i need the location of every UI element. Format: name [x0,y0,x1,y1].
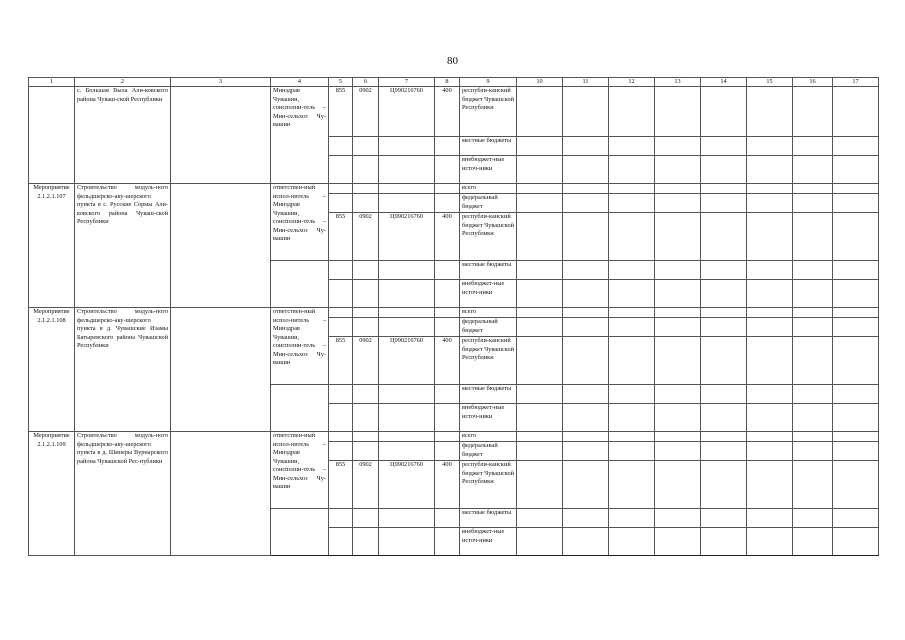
empty-cell [353,184,379,194]
empty-cell [563,461,609,509]
empty-cell [793,432,833,442]
empty-cell [435,184,460,194]
funding-source-cell: внебюджет-ные источ-ники [460,404,517,432]
empty-cell [701,87,747,137]
expense-code-cell: 400 [435,337,460,385]
empty-cell [833,137,879,156]
empty-cell [353,156,379,184]
empty-cell [701,308,747,318]
empty-cell [793,337,833,385]
empty-cell [329,385,353,404]
program-table [28,77,879,556]
empty-cell [609,213,655,261]
empty-cell [329,308,353,318]
empty-cell [701,261,747,280]
empty-cell [329,137,353,156]
funding-source-cell: республи-канский бюджет Чувашской Республики [460,213,517,261]
empty-cell [701,184,747,194]
empty-cell [271,509,329,528]
column-header: 11 [563,78,609,87]
empty-cell [609,442,655,461]
empty-cell [435,385,460,404]
empty-cell [353,528,379,556]
gov-code-cell: 855 [329,337,353,385]
funding-source-cell: внебюджет-ные источ-ники [460,156,517,184]
empty-cell [747,442,793,461]
empty-cell [353,509,379,528]
empty-cell [609,337,655,385]
empty-cell [833,404,879,432]
empty-cell [329,404,353,432]
empty-cell [609,87,655,137]
empty-cell [655,385,701,404]
empty-cell [609,194,655,213]
measure-cell: Мероприятие 2.1.2.1.108 [29,308,75,432]
empty-cell [353,318,379,337]
empty-cell [435,280,460,308]
empty-cell [517,528,563,556]
empty-cell [793,442,833,461]
empty-cell [435,261,460,280]
empty-cell [517,442,563,461]
empty-cell [353,280,379,308]
description-cell: Строительство модуль-ного фельдшерско-аку-шерского пункта в с. Русские Сормы Али-ковского района Чуваш-ской Республики [75,184,171,308]
empty-cell [563,442,609,461]
funding-source-cell: республи-канский бюджет Чувашской Республики [460,87,517,137]
empty-cell [701,280,747,308]
empty-cell [793,280,833,308]
empty-cell [435,432,460,442]
empty-cell [517,318,563,337]
empty-cell [435,194,460,213]
funding-source-cell: местные бюджеты [460,261,517,280]
funding-source-cell: местные бюджеты [460,509,517,528]
empty-cell [701,509,747,528]
empty-cell [271,404,329,432]
empty-cell [833,318,879,337]
empty-cell [833,194,879,213]
empty-cell [833,280,879,308]
empty-cell [329,442,353,461]
funding-source-cell: республи-канский бюджет Чувашской Республики [460,461,517,509]
funding-source-cell: внебюджет-ные источ-ники [460,528,517,556]
empty-cell [833,184,879,194]
empty-cell [329,156,353,184]
empty-cell [171,308,271,432]
empty-cell [563,509,609,528]
empty-cell [435,404,460,432]
empty-cell [793,404,833,432]
empty-cell [353,261,379,280]
empty-cell [353,442,379,461]
funding-source-cell: всего [460,184,517,194]
section-code-cell: 0902 [353,87,379,137]
funding-source-cell: местные бюджеты [460,137,517,156]
column-header: 2 [75,78,171,87]
expense-code-cell: 400 [435,87,460,137]
empty-cell [747,308,793,318]
section-code-cell: 0902 [353,213,379,261]
column-header: 12 [609,78,655,87]
empty-cell [329,261,353,280]
empty-cell [793,261,833,280]
empty-cell [379,184,435,194]
empty-cell [793,385,833,404]
empty-cell [609,509,655,528]
empty-cell [793,156,833,184]
empty-cell [747,213,793,261]
column-header: 8 [435,78,460,87]
empty-cell [517,261,563,280]
measure-cell: Мероприятие 2.1.2.1.107 [29,184,75,308]
empty-cell [435,308,460,318]
empty-cell [379,509,435,528]
measure-cell [29,87,75,184]
empty-cell [747,509,793,528]
empty-cell [793,318,833,337]
empty-cell [563,194,609,213]
empty-cell [747,137,793,156]
empty-cell [563,184,609,194]
empty-cell [747,280,793,308]
empty-cell [329,528,353,556]
empty-cell [701,137,747,156]
executor-cell: ответствен-ный испол-нитель – Минздрав Чувашии, соисполни-тель – Мин-сельхоз Чу-вашии [271,308,329,385]
empty-cell [701,528,747,556]
empty-cell [517,404,563,432]
empty-cell [655,280,701,308]
empty-cell [609,308,655,318]
page-number: 80 [447,55,458,67]
empty-cell [655,461,701,509]
empty-cell [329,184,353,194]
empty-cell [655,528,701,556]
empty-cell [379,261,435,280]
empty-cell [833,156,879,184]
empty-cell [833,261,879,280]
empty-cell [833,509,879,528]
empty-cell [517,194,563,213]
empty-cell [563,213,609,261]
empty-cell [655,137,701,156]
expense-code-cell: 400 [435,213,460,261]
empty-cell [793,509,833,528]
empty-cell [655,308,701,318]
empty-cell [563,87,609,137]
column-header: 17 [833,78,879,87]
empty-cell [747,261,793,280]
gov-code-cell: 855 [329,87,353,137]
empty-cell [793,308,833,318]
expense-code-cell: 400 [435,461,460,509]
empty-cell [655,184,701,194]
empty-cell [517,461,563,509]
empty-cell [517,308,563,318]
empty-cell [517,385,563,404]
funding-source-cell: местные бюджеты [460,385,517,404]
empty-cell [793,87,833,137]
empty-cell [833,337,879,385]
empty-cell [563,308,609,318]
column-header: 13 [655,78,701,87]
empty-cell [747,337,793,385]
empty-cell [517,156,563,184]
funding-source-cell: республи-канский бюджет Чувашской Республики [460,337,517,385]
empty-cell [747,156,793,184]
empty-cell [379,137,435,156]
empty-cell [271,528,329,556]
column-header: 14 [701,78,747,87]
empty-cell [701,318,747,337]
funding-source-cell: всего [460,308,517,318]
empty-cell [271,156,329,184]
empty-cell [747,461,793,509]
empty-cell [793,213,833,261]
description-cell: с. Большая Выла Али-ковского района Чуваш-ской Республики [75,87,171,184]
empty-cell [517,509,563,528]
empty-cell [517,137,563,156]
empty-cell [609,137,655,156]
target-code-cell: Ц990216760 [379,87,435,137]
empty-cell [353,432,379,442]
empty-cell [793,184,833,194]
executor-cell: Минздрав Чувашии, соисполни-тель – Мин-сельхоз Чу-вашии [271,87,329,137]
empty-cell [747,184,793,194]
empty-cell [435,509,460,528]
funding-source-cell: федеральный бюджет [460,442,517,461]
gov-code-cell: 855 [329,461,353,509]
empty-cell [701,337,747,385]
empty-cell [563,385,609,404]
empty-cell [171,87,271,184]
empty-cell [379,156,435,184]
empty-cell [655,213,701,261]
column-header: 6 [353,78,379,87]
empty-cell [271,137,329,156]
empty-cell [353,385,379,404]
empty-cell [379,194,435,213]
empty-cell [609,404,655,432]
column-header: 7 [379,78,435,87]
target-code-cell: Ц990216760 [379,213,435,261]
empty-cell [747,432,793,442]
funding-source-cell: федеральный бюджет [460,318,517,337]
empty-cell [701,432,747,442]
empty-cell [379,385,435,404]
empty-cell [655,337,701,385]
empty-cell [701,194,747,213]
empty-cell [379,528,435,556]
empty-cell [435,442,460,461]
empty-cell [747,318,793,337]
empty-cell [655,432,701,442]
empty-cell [793,461,833,509]
empty-cell [609,528,655,556]
empty-cell [563,432,609,442]
empty-cell [747,385,793,404]
empty-cell [517,432,563,442]
empty-cell [353,308,379,318]
empty-cell [701,213,747,261]
empty-cell [833,432,879,442]
empty-cell [563,528,609,556]
table-row [29,432,879,442]
empty-cell [353,194,379,213]
empty-cell [563,156,609,184]
executor-cell: ответствен-ный испол-нитель – Минздрав Чувашии, соисполни-тель – Мин-сельхоз Чу-вашии [271,184,329,261]
empty-cell [329,280,353,308]
empty-cell [833,385,879,404]
empty-cell [353,404,379,432]
empty-cell [563,337,609,385]
column-header: 4 [271,78,329,87]
empty-cell [655,318,701,337]
empty-cell [793,194,833,213]
target-code-cell: Ц990216760 [379,337,435,385]
empty-cell [609,461,655,509]
empty-cell [435,137,460,156]
empty-cell [171,184,271,308]
empty-cell [833,528,879,556]
empty-cell [655,442,701,461]
section-code-cell: 0902 [353,337,379,385]
empty-cell [563,280,609,308]
table-row [29,87,879,137]
empty-cell [379,318,435,337]
empty-cell [329,509,353,528]
empty-cell [655,156,701,184]
empty-cell [655,87,701,137]
executor-cell: ответствен-ный испол-нитель – Минздрав Чувашии, соисполни-тель – Мин-сельхоз Чу-вашии [271,432,329,509]
empty-cell [793,528,833,556]
empty-cell [609,156,655,184]
empty-cell [329,318,353,337]
empty-cell [379,404,435,432]
empty-cell [609,385,655,404]
target-code-cell: Ц990216760 [379,461,435,509]
empty-cell [747,528,793,556]
empty-cell [329,432,353,442]
empty-cell [655,404,701,432]
column-header: 1 [29,78,75,87]
empty-cell [609,184,655,194]
empty-cell [833,461,879,509]
empty-cell [435,318,460,337]
empty-cell [655,509,701,528]
empty-cell [833,308,879,318]
empty-cell [271,261,329,280]
column-header: 9 [460,78,517,87]
empty-cell [329,194,353,213]
empty-cell [353,137,379,156]
empty-cell [563,261,609,280]
empty-cell [271,280,329,308]
empty-cell [517,87,563,137]
empty-cell [793,137,833,156]
empty-cell [747,404,793,432]
empty-cell [701,461,747,509]
empty-cell [379,432,435,442]
empty-cell [701,156,747,184]
empty-cell [271,385,329,404]
empty-cell [563,318,609,337]
description-cell: Строительство модуль-ного фельдшерско-аку-шерского пункта в д. Шинеры Вурнарского района Чувашской Рес-публики [75,432,171,556]
column-number-row [29,78,879,87]
column-header: 5 [329,78,353,87]
table-row [29,308,879,318]
empty-cell [563,137,609,156]
column-header: 10 [517,78,563,87]
empty-cell [435,156,460,184]
empty-cell [609,432,655,442]
gov-code-cell: 855 [329,213,353,261]
empty-cell [609,318,655,337]
empty-cell [609,280,655,308]
empty-cell [747,87,793,137]
column-header: 15 [747,78,793,87]
funding-source-cell: федеральный бюджет [460,194,517,213]
empty-cell [833,442,879,461]
measure-cell: Мероприятие 2.1.2.1.109 [29,432,75,556]
table-row [29,184,879,194]
empty-cell [435,528,460,556]
funding-source-cell: всего [460,432,517,442]
column-header: 16 [793,78,833,87]
section-code-cell: 0902 [353,461,379,509]
description-cell: Строительство модуль-ного фельдшерско-аку-шерского пункта в д. Чувашские Изамы Батыревского района Чувашской Республики [75,308,171,432]
empty-cell [609,261,655,280]
empty-cell [379,442,435,461]
empty-cell [655,194,701,213]
empty-cell [171,432,271,556]
empty-cell [701,404,747,432]
empty-cell [517,184,563,194]
empty-cell [701,442,747,461]
empty-cell [379,308,435,318]
empty-cell [517,213,563,261]
empty-cell [655,261,701,280]
empty-cell [379,280,435,308]
empty-cell [563,404,609,432]
funding-source-cell: внебюджет-ные источ-ники [460,280,517,308]
empty-cell [747,194,793,213]
empty-cell [517,280,563,308]
empty-cell [701,385,747,404]
empty-cell [833,87,879,137]
column-header: 3 [171,78,271,87]
empty-cell [833,213,879,261]
empty-cell [517,337,563,385]
